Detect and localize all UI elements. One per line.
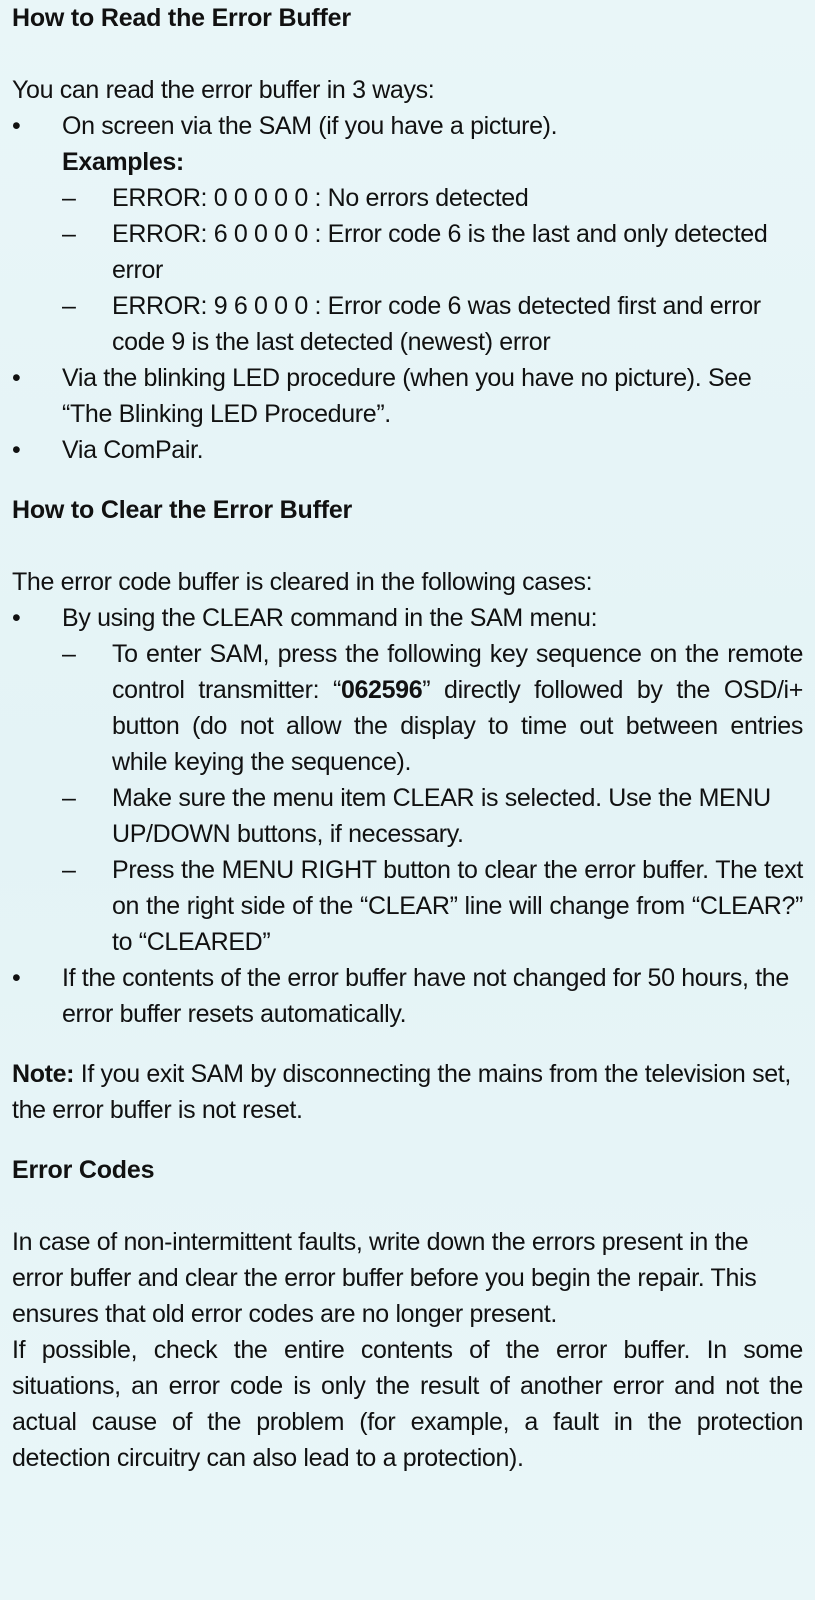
read-intro: You can read the error buffer in 3 ways: xyxy=(12,76,435,104)
list-item xyxy=(12,360,803,432)
note-label: Note: xyxy=(12,1060,75,1088)
example-text: ERROR: 0 0 0 0 0 : No errors detected xyxy=(112,184,529,212)
note-paragraph xyxy=(12,1056,803,1128)
read-method-led: Via the blinking LED procedure (when you have no picture). See “The Blinking LED Procedure”. xyxy=(62,364,752,428)
bullet-marker: • xyxy=(12,964,21,992)
list-item xyxy=(12,600,803,960)
heading-clear-error-buffer: How to Clear the Error Buffer xyxy=(12,496,353,524)
key-sequence-code: 062596 xyxy=(340,676,423,704)
example-text: ERROR: 9 6 0 0 0 : Error code 6 was detected first and error code 9 is the last detected (newest) error xyxy=(112,292,761,356)
step-press-menu-right: Press the MENU RIGHT button to clear the error buffer. The text on the right side of the “CLEAR” line will change from “CLEAR?” to “CLEARED” xyxy=(112,856,803,956)
list-item xyxy=(62,216,803,288)
bullet-marker: • xyxy=(12,604,21,632)
bullet-marker: • xyxy=(12,364,21,392)
clear-case-auto-reset: If the contents of the error buffer have not changed for 50 hours, the error buffer resets automatically. xyxy=(62,964,789,1028)
dash-marker: – xyxy=(62,220,76,248)
step-select-clear: Make sure the menu item CLEAR is selected. Use the MENU UP/DOWN buttons, if necessary. xyxy=(112,784,771,848)
dash-marker: – xyxy=(62,292,76,320)
list-item xyxy=(62,636,803,780)
read-method-sam: On screen via the SAM (if you have a picture). xyxy=(62,112,558,140)
note-text: If you exit SAM by disconnecting the mains from the television set, the error buffer is not reset. xyxy=(12,1060,791,1124)
bullet-marker: • xyxy=(12,112,21,140)
dash-marker: – xyxy=(62,784,76,812)
list-item xyxy=(62,780,803,852)
clear-cases-list xyxy=(12,600,803,1032)
read-methods-list xyxy=(12,108,803,468)
list-item xyxy=(62,288,803,360)
list-item xyxy=(12,108,803,360)
dash-marker: – xyxy=(62,640,76,668)
clear-case-sam: By using the CLEAR command in the SAM menu: xyxy=(62,604,598,632)
clear-intro: The error code buffer is cleared in the following cases: xyxy=(12,568,593,596)
dash-marker: – xyxy=(62,184,76,212)
heading-error-codes: Error Codes xyxy=(12,1156,155,1184)
example-text: ERROR: 6 0 0 0 0 : Error code 6 is the last and only detected error xyxy=(112,220,768,284)
examples-list xyxy=(62,180,803,360)
examples-label: Examples: xyxy=(62,148,184,176)
list-item xyxy=(62,180,803,216)
list-item xyxy=(62,852,803,960)
heading-read-error-buffer: How to Read the Error Buffer xyxy=(12,4,351,32)
bullet-marker: • xyxy=(12,436,21,464)
error-codes-para-1: In case of non-intermittent faults, write down the errors present in the error buffer and clear the error buffer before you begin the repair. This ensures that old error codes are no longer present. xyxy=(12,1228,757,1328)
dash-marker: – xyxy=(62,856,76,884)
list-item xyxy=(12,432,803,468)
error-codes-para-2: If possible, check the entire contents of the error buffer. In some situations, an error code is only the result of another error and not the actual cause of the problem (for example, a fault in the protection detection circuitry can also lead to a protection). xyxy=(12,1336,803,1472)
step-enter-sam-pre: To enter SAM, press the following key sequence on the remote control transmitter: “ xyxy=(112,640,803,704)
list-item xyxy=(12,960,803,1032)
read-method-compair: Via ComPair. xyxy=(62,436,204,464)
step-enter-sam-post: ” directly followed by the OSD/i+ button (do not allow the display to time out between entries while keying the sequence). xyxy=(112,676,803,776)
clear-steps-list xyxy=(62,636,803,960)
